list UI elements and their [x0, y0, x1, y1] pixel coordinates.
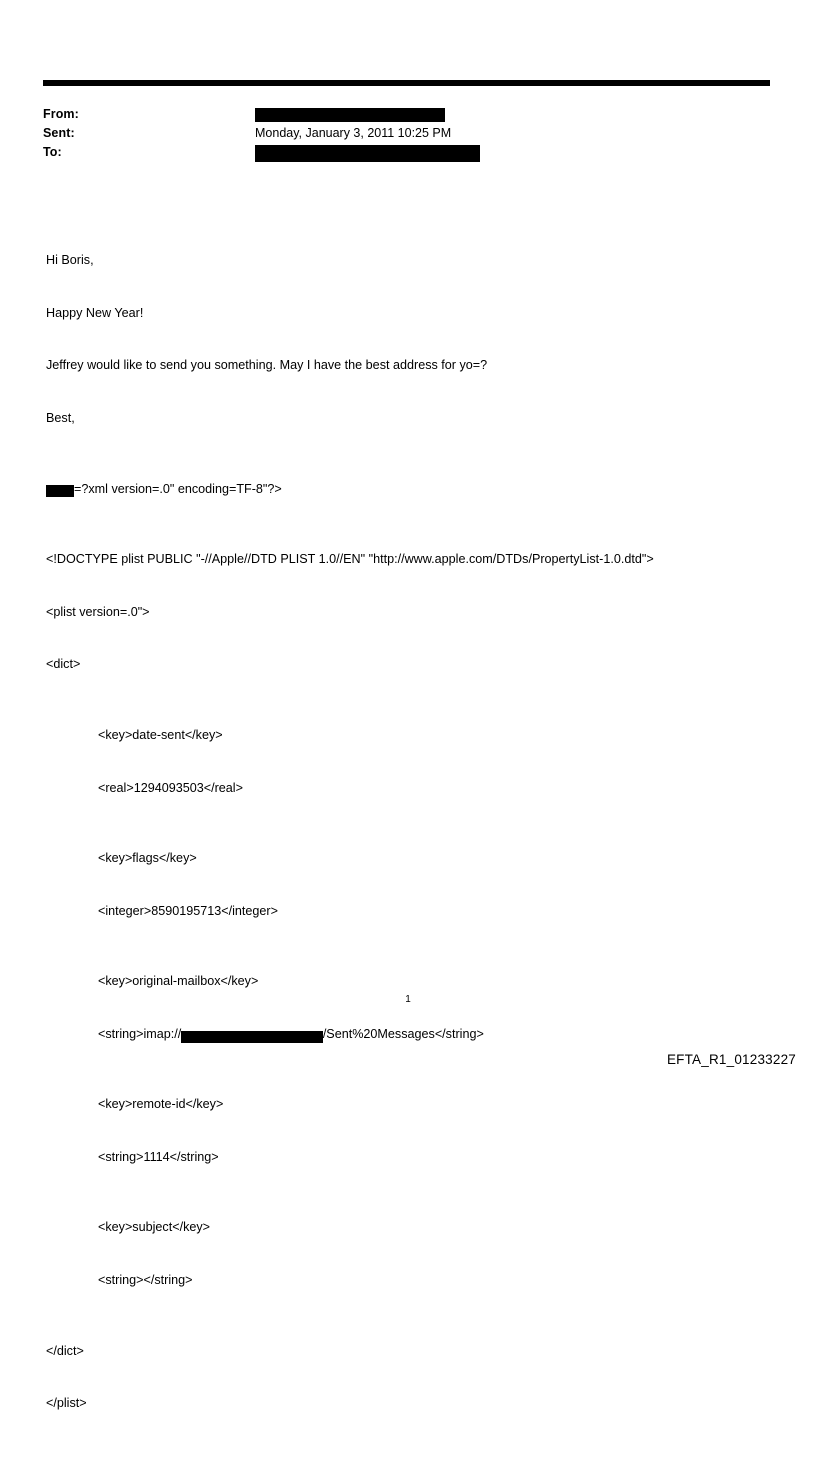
header-row-to [43, 145, 773, 164]
body-line-value-subject [46, 1272, 786, 1290]
body-line-doctype: <!DOCTYPE plist PUBLIC "-//Apple//DTD PLIST 1.0//EN" "http://www.apple.com/DTDs/PropertyList-1.0.dtd"> [46, 551, 654, 566]
sent-value: Monday, January 3, 2011 10:25 PM [255, 126, 452, 140]
body-line-xml-declaration [46, 481, 786, 499]
body-line-key-remote-id [46, 1096, 786, 1114]
header-row-sent [43, 126, 773, 145]
body-line-new-year: Happy New Year! [46, 305, 144, 320]
value-date-sent: <real>1294093503</real> [98, 780, 243, 795]
body-line-plist-open: <plist version=.0"> [46, 604, 150, 619]
body-line-value-flags [46, 903, 786, 921]
body-line-plist-close: </plist> [46, 1396, 87, 1411]
value-subject: <string></string> [98, 1273, 193, 1288]
mailbox-domain-redaction-bar [236, 1031, 323, 1043]
key-date-sent: <key>date-sent</key> [98, 727, 223, 742]
body-line-value-remote-id [46, 1149, 786, 1167]
to-redaction-bar [255, 145, 480, 162]
body-line-key-flags [46, 850, 786, 868]
body-line-greeting: Hi Boris, [46, 252, 94, 267]
body-line-signoff: Best, [46, 411, 75, 426]
xml-declaration-redaction-bar [46, 485, 74, 497]
header-row-from [43, 107, 773, 126]
value-original-mailbox-prefix: <string>imap:// [98, 1026, 182, 1041]
key-subject: <key>subject</key> [98, 1220, 211, 1235]
body-line-key-original-mailbox [46, 973, 786, 991]
body-line-value-date-sent [46, 780, 786, 798]
body-line-value-original-mailbox [46, 1026, 786, 1044]
key-flags: <key>flags</key> [98, 850, 197, 865]
value-original-mailbox-suffix: /Sent%20Messages</string> [322, 1026, 484, 1041]
from-redaction-bar [255, 108, 445, 122]
key-original-mailbox: <key>original-mailbox</key> [98, 974, 259, 989]
value-flags: <integer>8590195713</integer> [98, 903, 278, 918]
bates-number: EFTA_R1_01233227 [666, 1052, 796, 1067]
body-line-key-date-sent [46, 727, 786, 745]
page-number: 1 [405, 994, 411, 1005]
to-label: To: [43, 145, 62, 159]
header-rule [43, 80, 770, 86]
body-line-dict-open: <dict> [46, 657, 81, 672]
body-line-key-subject [46, 1219, 786, 1237]
from-label: From: [43, 107, 79, 121]
email-header [43, 107, 773, 164]
sent-label: Sent: [43, 126, 75, 140]
mailbox-user-redaction-bar [181, 1031, 238, 1043]
body-line-dict-close: </dict> [46, 1343, 84, 1358]
xml-declaration-text: =?xml version=.0" encoding=TF-8"?> [74, 481, 282, 496]
key-remote-id: <key>remote-id</key> [98, 1097, 224, 1112]
value-remote-id: <string>1114</string> [98, 1150, 219, 1165]
body-line-request: Jeffrey would like to send you something. May I have the best address for yo=? [46, 358, 488, 373]
email-body [46, 199, 786, 1466]
